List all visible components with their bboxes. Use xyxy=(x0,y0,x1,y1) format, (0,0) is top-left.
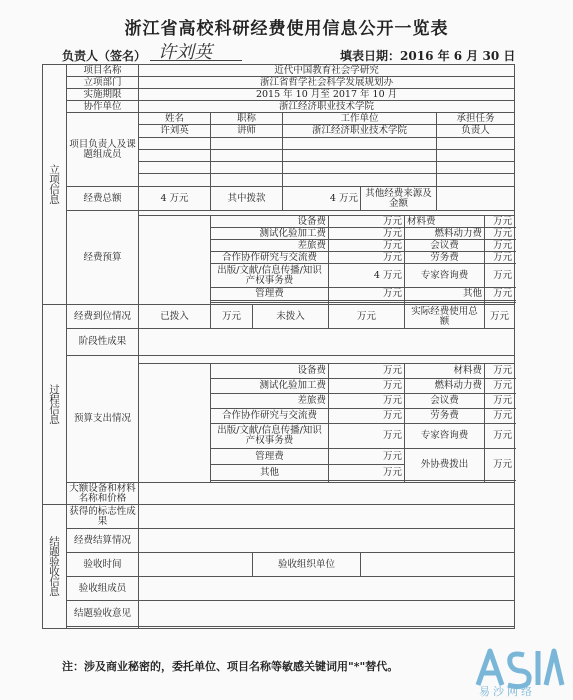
section-lixiang: 立项信息 xyxy=(43,65,67,305)
budget-fuel: 燃料动力费 xyxy=(405,228,485,240)
fill-date: 填表日期：2016 年 6 月 30 日 xyxy=(340,49,516,63)
info-table: 立项信息 项目名称 近代中国教育社会学研究 立项部门 浙江省哲学社会科学发展规划办 实施期限 2015 年 10 月至 2017 年 10 月 协作单位 浙江经济职业技术学院 项目负责人及课题组成员 姓名 职称 工作单位 承担任务 许刘英 讲师 浙江经济职业技术学院 负责人 经费总额 4 万元 其中拨款 4 万元 其他经费来源及金额 经费预算 设备费 万元 材料费 万元 测试化验加工费 万元 燃料动力费 万元 差旅费 万元 会议费 万元 合作协作研究与交流费 万元 劳务费 万元 出版/文献/信息传播/知识产权事务费 4 万元 专家咨询费 万元 管理费 万元 其他 万元 过程信息 经费到位情况 已拨入 万元 未拨入 万元 实际经费使用总额 万元 阶段性成果 预算支出情况 设备费 万元 材料费 万元 测试化验加工费 万元 燃料动力费 万元 差旅费 万元 会议费 万元 合作协作研究与交流费 万元 劳务费 万元 出版/文献/信息传播/知识产权事务费 万元 专家咨询费 万元 管理费 万元 外协费拨出 万元 其他 万元 大额设备和材料名称和价格 结题验收信息 获得的标志性成果 经费结算情况 验收时间 验收组织单位 验收组成员 结题验收意见 xyxy=(42,64,515,629)
budget-equipment: 设备费 xyxy=(211,216,329,228)
members-header-task: 承担任务 xyxy=(437,113,515,125)
members-header-title: 职称 xyxy=(211,113,283,125)
signature: 许刘英 xyxy=(158,42,212,63)
budget-labor: 劳务费 xyxy=(405,252,485,264)
spend-equipment: 设备费 xyxy=(211,364,329,379)
other-funds-label: 其他经费来源及金额 xyxy=(361,187,437,211)
stage-value xyxy=(139,329,515,356)
budget-management: 管理费 xyxy=(211,288,329,301)
budget-cooperation: 合作协作研究与交流费 xyxy=(211,252,329,264)
section-jieti: 结题验收信息 xyxy=(43,505,67,629)
total-label: 经费总额 xyxy=(67,187,139,211)
spend-testing: 测试化验加工费 xyxy=(211,379,329,394)
settle-value xyxy=(139,529,515,553)
spend-other: 其他 xyxy=(211,465,329,481)
spend-publication: 出版/文献/信息传播/知识产权事务费 xyxy=(211,424,329,449)
spend-expert: 专家咨询费 xyxy=(405,424,485,449)
budget-publication: 出版/文献/信息传播/知识产权事务费 xyxy=(211,264,329,288)
budget-materials: 材料费 xyxy=(405,216,485,228)
budget-other: 其他 xyxy=(405,288,485,301)
paid-label: 已拨入 xyxy=(139,305,211,329)
signature-line xyxy=(150,60,242,61)
equip-label: 大额设备和材料名称和价格 xyxy=(67,483,139,505)
actual-value: 万元 xyxy=(485,305,515,329)
budget-testing: 测试化验加工费 xyxy=(211,228,329,240)
time-label: 验收时间 xyxy=(67,553,139,577)
project-name: 近代中国教育社会学研究 xyxy=(139,65,515,77)
watermark-text: 易沙网络 xyxy=(479,685,535,698)
coop-value: 浙江经济职业技术学院 xyxy=(139,101,515,113)
members-header-name: 姓名 xyxy=(139,113,211,125)
other-funds-value xyxy=(437,187,515,211)
page-title: 浙江省高校科研经费使用信息公开一览表 xyxy=(124,19,449,39)
member-unit: 浙江经济职业技术学院 xyxy=(283,125,437,138)
spend-travel: 差旅费 xyxy=(211,394,329,409)
dept-label: 立项部门 xyxy=(67,77,139,89)
budget-expert: 专家咨询费 xyxy=(405,264,485,288)
settle-label: 经费结算情况 xyxy=(67,529,139,553)
budget-travel: 差旅费 xyxy=(211,240,329,252)
equip-value xyxy=(139,483,515,505)
coop-label: 协作单位 xyxy=(67,101,139,113)
spend-materials: 材料费 xyxy=(405,364,485,379)
footnote: 注：涉及商业秘密的，委托单位、项目名称等敏感关键词用"*"替代。 xyxy=(62,660,399,673)
alloc-value: 4 万元 xyxy=(283,187,361,211)
spend-labor: 劳务费 xyxy=(405,409,485,424)
achievement-label: 获得的标志性成果 xyxy=(67,505,139,529)
actual-label: 实际经费使用总额 xyxy=(405,305,485,329)
project-name-label: 项目名称 xyxy=(67,65,139,77)
arrival-label: 经费到位情况 xyxy=(67,305,139,329)
members-check-label: 验收组成员 xyxy=(67,577,139,601)
members-header-unit: 工作单位 xyxy=(283,113,437,125)
unpaid-label: 未拨入 xyxy=(253,305,329,329)
paid-value: 万元 xyxy=(211,305,253,329)
stage-label: 阶段性成果 xyxy=(67,329,139,356)
spending-label: 预算支出情况 xyxy=(67,356,139,483)
member-task: 负责人 xyxy=(437,125,515,138)
budget-label: 经费预算 xyxy=(67,211,139,305)
signer-label: 负责人（签名） xyxy=(62,49,147,63)
spend-outsourcing: 外协费拨出 xyxy=(405,449,485,481)
dept-value: 浙江省哲学社会科学发展规划办 xyxy=(139,77,515,89)
period-label: 实施期限 xyxy=(67,89,139,101)
members-label: 项目负责人及课题组成员 xyxy=(67,113,139,187)
member-name: 许刘英 xyxy=(139,125,211,138)
unpaid-value: 万元 xyxy=(329,305,405,329)
period-value: 2015 年 10 月至 2017 年 10 月 xyxy=(139,89,515,101)
org-label: 验收组织单位 xyxy=(253,553,361,577)
section-guocheng: 过程信息 xyxy=(43,305,67,505)
budget-meeting: 会议费 xyxy=(405,240,485,252)
spend-cooperation: 合作协作研究与交流费 xyxy=(211,409,329,424)
spend-management: 管理费 xyxy=(211,449,329,465)
alloc-label: 其中拨款 xyxy=(211,187,283,211)
opinion-label: 结题验收意见 xyxy=(67,601,139,627)
achievement-value xyxy=(139,505,515,529)
spend-meeting: 会议费 xyxy=(405,394,485,409)
member-title: 讲师 xyxy=(211,125,283,138)
spend-fuel: 燃料动力费 xyxy=(405,379,485,394)
total-value: 4 万元 xyxy=(139,187,211,211)
